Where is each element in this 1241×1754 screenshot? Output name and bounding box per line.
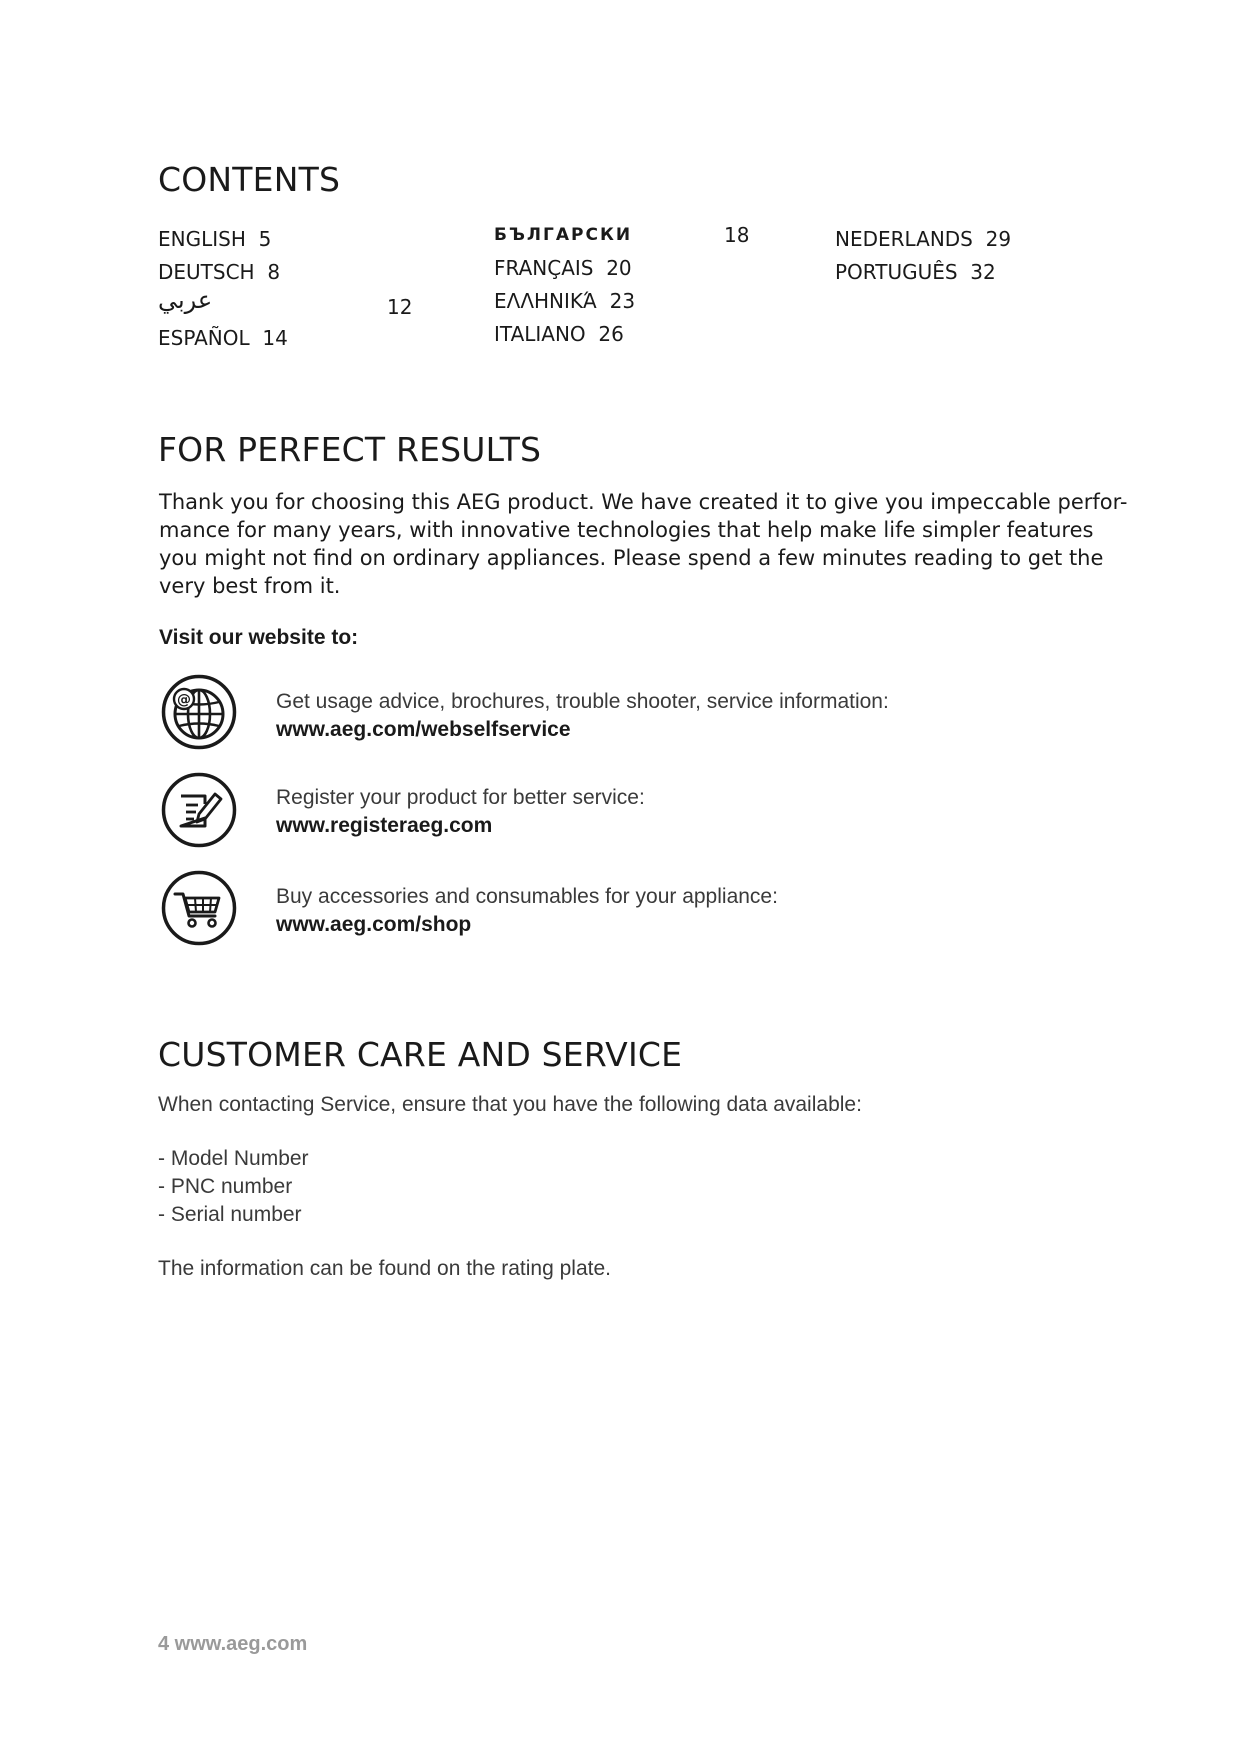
toc-page: 32 bbox=[970, 260, 996, 284]
toc-label: عربي bbox=[158, 286, 213, 314]
toc-page: 20 bbox=[606, 256, 632, 280]
service-description: Buy accessories and consumables for your appliance: bbox=[276, 885, 778, 908]
visit-label: Visit our website to: bbox=[159, 626, 359, 649]
toc-label: NEDERLANDS bbox=[835, 227, 973, 251]
page-footer: 4 www.aeg.com bbox=[158, 1633, 308, 1655]
toc-entry-bulgarian[interactable] bbox=[494, 223, 754, 251]
toc-label: ENGLISH bbox=[158, 227, 246, 251]
toc-label: DEUTSCH bbox=[158, 260, 255, 284]
service-description: Register your product for better service: bbox=[276, 786, 645, 809]
toc-label: ESPAÑOL bbox=[158, 326, 250, 350]
service-register bbox=[276, 784, 645, 840]
customer-care-intro: When contacting Service, ensure that you have the following data available: bbox=[158, 1093, 862, 1116]
toc-page: 5 bbox=[258, 227, 272, 251]
toc-entry-portugues[interactable] bbox=[835, 260, 996, 284]
list-item: - PNC number bbox=[158, 1175, 293, 1198]
contents-title: CONTENTS bbox=[158, 160, 341, 199]
toc-entry-arabic[interactable] bbox=[158, 286, 413, 322]
list-item: - Serial number bbox=[158, 1203, 302, 1226]
toc-page: 14 bbox=[262, 326, 288, 350]
rating-plate-note: The information can be found on the rating plate. bbox=[158, 1257, 611, 1280]
toc-label: ΕΛΛΗΝΙΚΆ bbox=[494, 289, 597, 313]
toc-page: 8 bbox=[267, 260, 281, 284]
svg-text:@: @ bbox=[177, 692, 191, 708]
service-description: Get usage advice, brochures, trouble shooter, service information: bbox=[276, 690, 889, 713]
toc-label: БЪЛГАРСКИ bbox=[494, 225, 633, 245]
service-shop bbox=[276, 883, 778, 939]
toc-page: 18 bbox=[724, 223, 750, 247]
customer-care-title: CUSTOMER CARE AND SERVICE bbox=[158, 1035, 683, 1074]
toc-page: 12 bbox=[387, 295, 413, 319]
toc-entry-nederlands[interactable] bbox=[835, 227, 1011, 251]
service-webselfservice bbox=[276, 688, 889, 744]
register-link[interactable]: www.registeraeg.com bbox=[276, 814, 493, 837]
toc-page: 26 bbox=[598, 322, 624, 346]
toc-entry-english[interactable] bbox=[158, 227, 271, 251]
toc-entry-deutsch[interactable] bbox=[158, 260, 280, 284]
shop-link[interactable]: www.aeg.com/shop bbox=[276, 913, 472, 936]
toc-label: FRANÇAIS bbox=[494, 256, 594, 280]
toc-entry-greek[interactable] bbox=[494, 289, 635, 313]
toc-label: PORTUGUÊS bbox=[835, 260, 958, 284]
toc-page: 23 bbox=[609, 289, 636, 313]
list-item: - Model Number bbox=[158, 1147, 309, 1170]
register-icon bbox=[161, 772, 237, 848]
intro-paragraph: Thank you for choosing this AEG product. We have created it to give you impeccable perfor-mance for many years, with innovative technologies that help make life simpler features you might not find on ordinary appliances. Please spend a few minutes reading to get the very best from it. bbox=[159, 490, 1128, 598]
perfect-results-title: FOR PERFECT RESULTS bbox=[158, 430, 542, 469]
toc-page: 29 bbox=[985, 227, 1012, 251]
data-list bbox=[158, 1145, 309, 1229]
webselfservice-link[interactable]: www.aeg.com/webselfservice bbox=[276, 718, 571, 741]
cart-icon bbox=[161, 870, 237, 946]
toc-label: ITALIANO bbox=[494, 322, 586, 346]
toc-entry-francais[interactable] bbox=[494, 256, 632, 280]
toc-entry-espanol[interactable] bbox=[158, 326, 288, 350]
globe-icon bbox=[161, 674, 237, 750]
toc-entry-italiano[interactable] bbox=[494, 322, 624, 346]
